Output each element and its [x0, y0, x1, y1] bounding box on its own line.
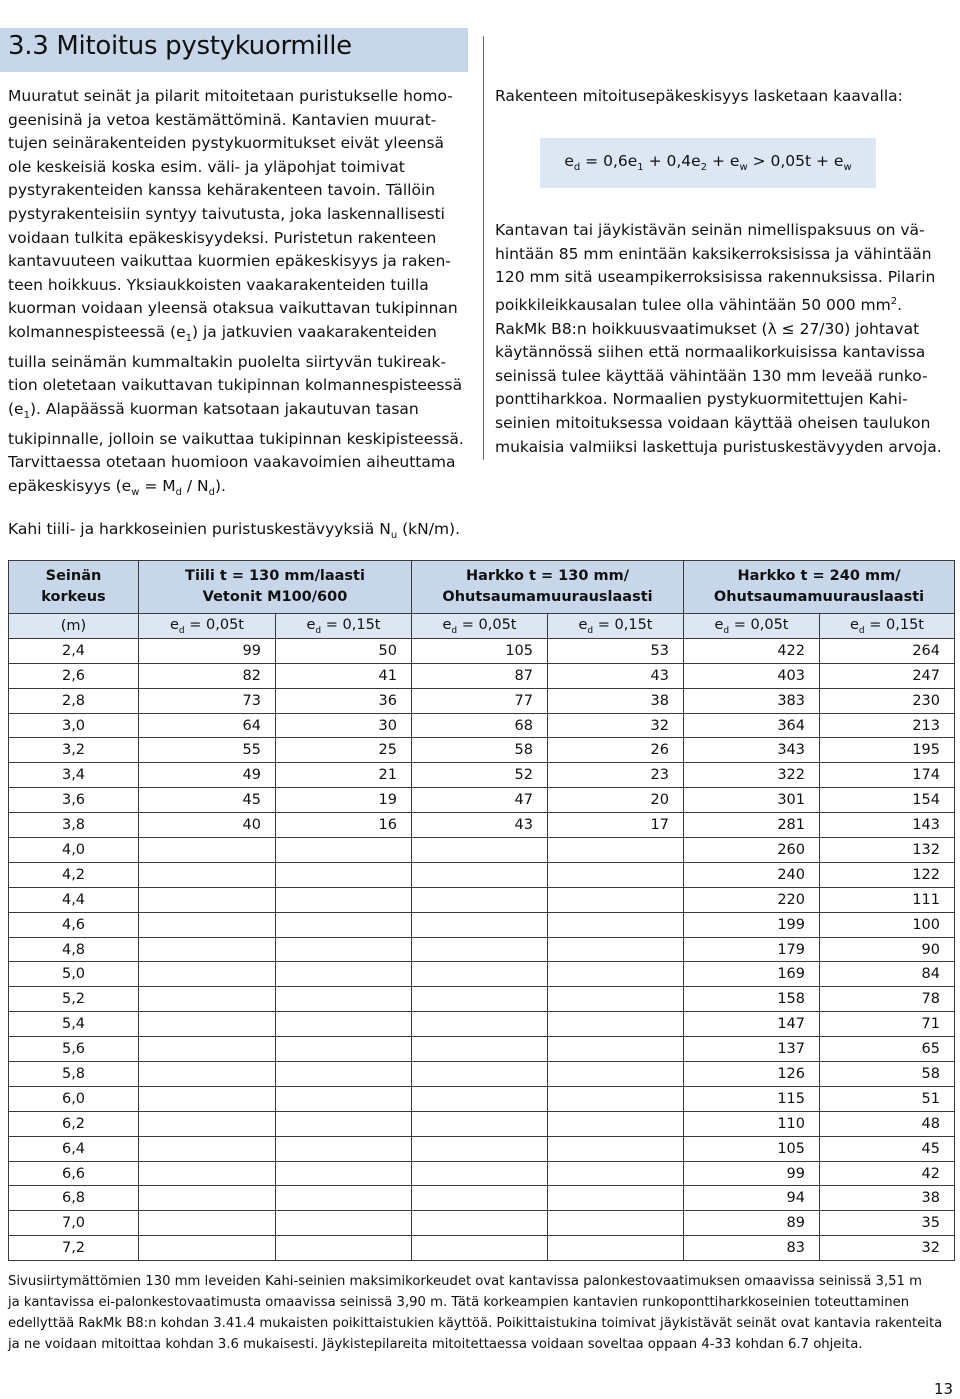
cell-value: 71 [820, 1012, 955, 1037]
cell-value: 49 [139, 763, 276, 788]
table-row [9, 937, 955, 962]
cell-value: 99 [684, 1161, 820, 1186]
text-line: pystyrakenteiden kanssa kehärakenteen tavoin. Tällöin [8, 181, 436, 200]
cell-height: 6,6 [9, 1161, 139, 1186]
cell-height: 2,6 [9, 663, 139, 688]
cell-value [276, 1111, 412, 1136]
cell-value: 110 [684, 1111, 820, 1136]
text-line: teen hoikkuus. Yksiaukkoisten vaakarakenteiden tuilla [8, 275, 429, 294]
cell-value: 48 [820, 1111, 955, 1136]
cell-value: 50 [276, 638, 412, 663]
table-row [9, 1086, 955, 1111]
cell-value [276, 937, 412, 962]
footnote [8, 1271, 958, 1355]
cell-value: 364 [684, 713, 820, 738]
subheader-ed-005: $e_d = 0,05t$ [684, 614, 820, 639]
table-row [9, 1161, 955, 1186]
cell-value: 137 [684, 1037, 820, 1062]
cell-value: 89 [684, 1211, 820, 1236]
cell-value: 51 [820, 1086, 955, 1111]
cell-value [412, 1236, 548, 1261]
cell-value: 100 [820, 912, 955, 937]
cell-value: 43 [548, 663, 684, 688]
cell-height: 3,0 [9, 713, 139, 738]
text-line [495, 290, 951, 318]
cell-value: 45 [139, 788, 276, 813]
text-line: hintään 85 mm enintään kaksikerroksisissa ja vähintään [495, 244, 932, 263]
cell-value: 65 [820, 1037, 955, 1062]
footnote-line: edellyttää RakMk B8:n kohdan 3.41.4 mukaisten poikittaistukien käyttöä. Poikittaistukina toimivat jäykistävät seinät ovat kantavia rakenteita [8, 1316, 943, 1331]
cell-value: 122 [820, 862, 955, 887]
cell-height: 3,8 [9, 813, 139, 838]
text-line: voidaan tulkita epäkeskisyydeksi. Puristetun rakenteen [8, 228, 437, 247]
cell-value: 99 [139, 638, 276, 663]
text-line: ole keskeisiä koska esim. väli- ja yläpohjat toimivat [8, 157, 405, 176]
cell-value: 403 [684, 663, 820, 688]
cell-value [276, 1186, 412, 1211]
cell-value [548, 1086, 684, 1111]
text-line: tion oletetaan vaikuttavan tukipinnan kolmannespisteessä [8, 376, 463, 395]
cell-value [548, 912, 684, 937]
cell-height: 4,2 [9, 862, 139, 887]
cell-value [548, 1186, 684, 1211]
text-line: 120 mm sitä useampikerroksisissa rakennuksissa. Pilarin [495, 268, 936, 287]
table-row [9, 813, 955, 838]
cell-value: 17 [548, 813, 684, 838]
cell-value [548, 838, 684, 863]
text-line: käytännössä siihen että normaalikorkuisissa kantavissa [495, 343, 926, 362]
cell-value: 23 [548, 763, 684, 788]
text-line: kantavuuteen vaikuttaa kuormien epäkeskisyys ja raken- [8, 252, 451, 271]
cell-value [276, 887, 412, 912]
table-caption: Kahi tiili- ja harkkoseinien puristuskestävyyksiä $N_u$ (kN/m). [8, 520, 461, 542]
cell-value [548, 937, 684, 962]
cell-value: 53 [548, 638, 684, 663]
cell-value [139, 1037, 276, 1062]
cell-value: 281 [684, 813, 820, 838]
subheader-ed-005: $e_d = 0,05t$ [412, 614, 548, 639]
cell-value [548, 962, 684, 987]
cell-value [548, 1236, 684, 1261]
table-row [9, 1211, 955, 1236]
cell-value: 220 [684, 887, 820, 912]
table-row [9, 688, 955, 713]
table-row [9, 838, 955, 863]
cell-value [412, 1211, 548, 1236]
cell-value: 38 [548, 688, 684, 713]
cell-height: 4,8 [9, 937, 139, 962]
footnote-line: Sivusiirtymättömien 130 mm leveiden Kahi-seinien maksimikorkeudet ovat kantavissa palonkestovaatimuksen omaavissa seinissä 3,51 m [8, 1274, 922, 1289]
cell-height: 5,0 [9, 962, 139, 987]
text-line [8, 398, 470, 428]
cell-value [139, 838, 276, 863]
table-row [9, 663, 955, 688]
cell-value [276, 1236, 412, 1261]
section-title: 3.3 Mitoitus pystykuormille [8, 31, 352, 61]
cell-height: 4,0 [9, 838, 139, 863]
cell-height: 3,6 [9, 788, 139, 813]
cell-value: 199 [684, 912, 820, 937]
cell-value: 47 [412, 788, 548, 813]
cell-height: 6,0 [9, 1086, 139, 1111]
cell-value: 30 [276, 713, 412, 738]
table-row [9, 962, 955, 987]
cell-value: 19 [276, 788, 412, 813]
table-row [9, 713, 955, 738]
cell-height: 5,6 [9, 1037, 139, 1062]
cell-value [276, 962, 412, 987]
cell-value: 35 [820, 1211, 955, 1236]
text-line: tuilla seinämän kummaltakin puolelta siirtyvän tukireak- [8, 352, 447, 371]
cell-value [548, 862, 684, 887]
cell-value [412, 962, 548, 987]
cell-value [412, 1037, 548, 1062]
cell-value: 158 [684, 987, 820, 1012]
cell-value: 132 [820, 838, 955, 863]
cell-value: 343 [684, 738, 820, 763]
text-line [8, 475, 470, 505]
text-line: geenisinä ja vetoa kestämättöminä. Kantavien muurat- [8, 110, 437, 129]
page-number: 13 [934, 1380, 954, 1398]
cell-value [548, 1211, 684, 1236]
table-body [9, 638, 955, 1260]
cell-value: 105 [412, 638, 548, 663]
text-fragment: ) ja jatkuvien vaakarakenteiden [191, 322, 437, 341]
table-row [9, 987, 955, 1012]
formula: $e_d = 0,6e_1 + 0,4e_2 + e_w > 0,05t + e_w$ [564, 152, 852, 174]
cell-value: 73 [139, 688, 276, 713]
text-line: pystyrakenteisiin syntyy taivutusta, joka laskennallisesti [8, 204, 445, 223]
cell-value [139, 1111, 276, 1136]
cell-value [276, 1161, 412, 1186]
cell-height: 2,4 [9, 638, 139, 663]
cell-value [548, 987, 684, 1012]
cell-value [139, 1086, 276, 1111]
cell-value [412, 1161, 548, 1186]
cell-value [548, 1111, 684, 1136]
cell-value [139, 987, 276, 1012]
cell-value: 82 [139, 663, 276, 688]
cell-value [276, 1037, 412, 1062]
header-group-block-130: Harkko t = 130 mm/ Ohutsaumamuurauslaasti [412, 561, 684, 614]
header-group-brick-130: Tiili t = 130 mm/laasti Vetonit M100/600 [139, 561, 412, 614]
cell-value [276, 862, 412, 887]
cell-value: 301 [684, 788, 820, 813]
cell-value: 247 [820, 663, 955, 688]
cell-value [139, 887, 276, 912]
cell-height: 3,2 [9, 738, 139, 763]
cell-value [412, 887, 548, 912]
header-wall-height: Seinän korkeus [9, 561, 139, 614]
cell-value [412, 912, 548, 937]
cell-value [139, 1211, 276, 1236]
cell-value [139, 1062, 276, 1087]
cell-height: 6,8 [9, 1186, 139, 1211]
cell-value [139, 937, 276, 962]
text-line: ponttiharkkoa. Normaalien pystykuormitettujen Kahi- [495, 390, 908, 409]
cell-value: 45 [820, 1136, 955, 1161]
cell-value [548, 1062, 684, 1087]
cell-value: 38 [820, 1186, 955, 1211]
table-row [9, 912, 955, 937]
cell-value [548, 1136, 684, 1161]
cell-value [412, 937, 548, 962]
text-fragment: / N [181, 476, 209, 495]
cell-value: 32 [548, 713, 684, 738]
cell-value [276, 1062, 412, 1087]
cell-value: 78 [820, 987, 955, 1012]
cell-value: 25 [276, 738, 412, 763]
subheader-ed-015: $e_d = 0,15t$ [820, 614, 955, 639]
cell-value: 64 [139, 713, 276, 738]
superscript: 2 [890, 295, 898, 307]
subheader-ed-015: $e_d = 0,15t$ [276, 614, 412, 639]
cell-value [276, 838, 412, 863]
cell-height: 3,4 [9, 763, 139, 788]
cell-value: 58 [412, 738, 548, 763]
cell-value [412, 1086, 548, 1111]
cell-value [139, 1186, 276, 1211]
cell-value [412, 1012, 548, 1037]
footnote-line: ja ne voidaan mitoittaa kohdan 3.6 mukaisesti. Jäykistepilareita mitoitettaessa voidaan soveltaa oppaan 4-33 kohdan 6.7 ohjeita. [8, 1337, 863, 1352]
text-line: RakMk B8:n hoikkuusvaatimukset (λ ≤ 27/30) johtavat [495, 319, 920, 338]
cell-value: 26 [548, 738, 684, 763]
cell-value: 52 [412, 763, 548, 788]
cell-value: 40 [139, 813, 276, 838]
formula-intro: Rakenteen mitoitusepäkeskisyys lasketaan kaavalla: [495, 87, 903, 105]
cell-value: 174 [820, 763, 955, 788]
cell-value: 322 [684, 763, 820, 788]
cell-value [412, 987, 548, 1012]
right-column-text [495, 219, 951, 459]
text-line: Tarvittaessa otetaan huomioon vaakavoimien aiheuttama [8, 453, 456, 472]
table-row [9, 1111, 955, 1136]
left-column-text [8, 85, 470, 504]
table-row [9, 738, 955, 763]
cell-value [139, 1136, 276, 1161]
subheader-ed-005: $e_d = 0,05t$ [139, 614, 276, 639]
cell-height: 7,2 [9, 1236, 139, 1261]
cell-height: 2,8 [9, 688, 139, 713]
cell-value: 260 [684, 838, 820, 863]
cell-value: 230 [820, 688, 955, 713]
cell-value: 147 [684, 1012, 820, 1037]
text-fragment: ). Alapäässä kuorman katsotaan jakautuvan tasan [29, 399, 419, 418]
cell-value [548, 887, 684, 912]
column-divider [483, 36, 484, 460]
cell-value: 213 [820, 713, 955, 738]
cell-value [412, 1111, 548, 1136]
subscript: d [175, 486, 182, 498]
cell-value: 68 [412, 713, 548, 738]
cell-value: 77 [412, 688, 548, 713]
cell-value: 21 [276, 763, 412, 788]
cell-value: 422 [684, 638, 820, 663]
text-fragment: ). [215, 476, 226, 495]
cell-value: 58 [820, 1062, 955, 1087]
subheader-ed-015: $e_d = 0,15t$ [548, 614, 684, 639]
cell-value: 111 [820, 887, 955, 912]
cell-value [139, 912, 276, 937]
cell-value: 55 [139, 738, 276, 763]
cell-value: 240 [684, 862, 820, 887]
cell-value: 41 [276, 663, 412, 688]
cell-value [276, 1136, 412, 1161]
footnote-line: ja kantavissa ei-palonkestovaatimusta omaavissa seinissä 3,90 m. Tätä korkeampien kantavien runkoponttiharkkoseinien toteuttaminen [8, 1295, 910, 1310]
text-line: seinissä tulee käyttää vähintään 130 mm leveää runko- [495, 366, 928, 385]
cell-value: 195 [820, 738, 955, 763]
text-fragment: = M [139, 476, 176, 495]
cell-value [139, 862, 276, 887]
subscript: w [131, 486, 140, 498]
cell-value: 20 [548, 788, 684, 813]
cell-height: 5,4 [9, 1012, 139, 1037]
text-fragment: . [897, 295, 903, 314]
cell-value: 264 [820, 638, 955, 663]
cell-value [276, 987, 412, 1012]
cell-height: 7,0 [9, 1211, 139, 1236]
cell-value: 105 [684, 1136, 820, 1161]
cell-value: 126 [684, 1062, 820, 1087]
cell-value [276, 1211, 412, 1236]
cell-value: 383 [684, 688, 820, 713]
cell-value: 115 [684, 1086, 820, 1111]
cell-value [548, 1161, 684, 1186]
cell-value: 94 [684, 1186, 820, 1211]
cell-value: 154 [820, 788, 955, 813]
cell-value: 87 [412, 663, 548, 688]
table-row [9, 763, 955, 788]
cell-value [139, 1161, 276, 1186]
cell-value: 169 [684, 962, 820, 987]
header-group-block-240: Harkko t = 240 mm/ Ohutsaumamuurauslaasti [684, 561, 955, 614]
text-fragment: kolmannespisteessä (e [8, 322, 186, 341]
cell-value: 43 [412, 813, 548, 838]
table-row [9, 1037, 955, 1062]
subscript: 1 [185, 333, 192, 345]
cell-height: 5,8 [9, 1062, 139, 1087]
table-header-row [9, 561, 955, 614]
table-row [9, 1012, 955, 1037]
text-line [8, 321, 470, 351]
text-fragment: (e [8, 399, 24, 418]
subscript: d [208, 486, 215, 498]
cell-value: 36 [276, 688, 412, 713]
text-line: tujen seinärakenteiden pystykuormitukset eivät yleensä [8, 134, 445, 153]
formula-box [540, 138, 876, 188]
table-subheader-row [9, 614, 955, 639]
cell-value [412, 862, 548, 887]
cell-value [548, 1012, 684, 1037]
text-fragment: poikkileikkausalan tulee olla vähintään 50 000 mm [495, 295, 891, 314]
cell-value: 143 [820, 813, 955, 838]
cell-value: 179 [684, 937, 820, 962]
cell-value: 32 [820, 1236, 955, 1261]
text-fragment: epäkeskisyys (e [8, 476, 132, 495]
cell-value: 16 [276, 813, 412, 838]
capacity-table [8, 560, 955, 1261]
text-line: seinien mitoituksessa voidaan käyttää oheisen taulukon [495, 413, 931, 432]
cell-value [276, 912, 412, 937]
cell-height: 4,4 [9, 887, 139, 912]
text-line: tukipinnalle, jolloin se vaikuttaa tukipinnan keskipisteessä. [8, 429, 464, 448]
cell-height: 5,2 [9, 987, 139, 1012]
cell-value [412, 1186, 548, 1211]
table-row [9, 788, 955, 813]
text-line: mukaisia valmiiksi laskettuja puristuskestävyyden arvoja. [495, 437, 942, 456]
text-line: Muuratut seinät ja pilarit mitoitetaan puristukselle homo- [8, 87, 453, 105]
cell-value: 83 [684, 1236, 820, 1261]
cell-value [276, 1086, 412, 1111]
cell-value: 90 [820, 937, 955, 962]
table-row [9, 1062, 955, 1087]
cell-height: 6,4 [9, 1136, 139, 1161]
cell-value [276, 1012, 412, 1037]
subheader-unit: (m) [9, 614, 139, 639]
cell-value [412, 1136, 548, 1161]
cell-value [412, 1062, 548, 1087]
cell-value [139, 1012, 276, 1037]
table-row [9, 1186, 955, 1211]
table-row [9, 887, 955, 912]
table-row [9, 1136, 955, 1161]
subscript: 1 [23, 409, 30, 421]
table-row [9, 862, 955, 887]
cell-height: 6,2 [9, 1111, 139, 1136]
cell-height: 4,6 [9, 912, 139, 937]
cell-value [139, 1236, 276, 1261]
text-line: kuorman voidaan yleensä otaksua vaikuttavan tukipinnan [8, 299, 458, 318]
table-row [9, 1236, 955, 1261]
cell-value [139, 962, 276, 987]
cell-value [412, 838, 548, 863]
cell-value [548, 1037, 684, 1062]
text-line: Kantavan tai jäykistävän seinän nimellispaksuus on vä- [495, 221, 925, 239]
table-row [9, 638, 955, 663]
cell-value: 84 [820, 962, 955, 987]
cell-value: 42 [820, 1161, 955, 1186]
